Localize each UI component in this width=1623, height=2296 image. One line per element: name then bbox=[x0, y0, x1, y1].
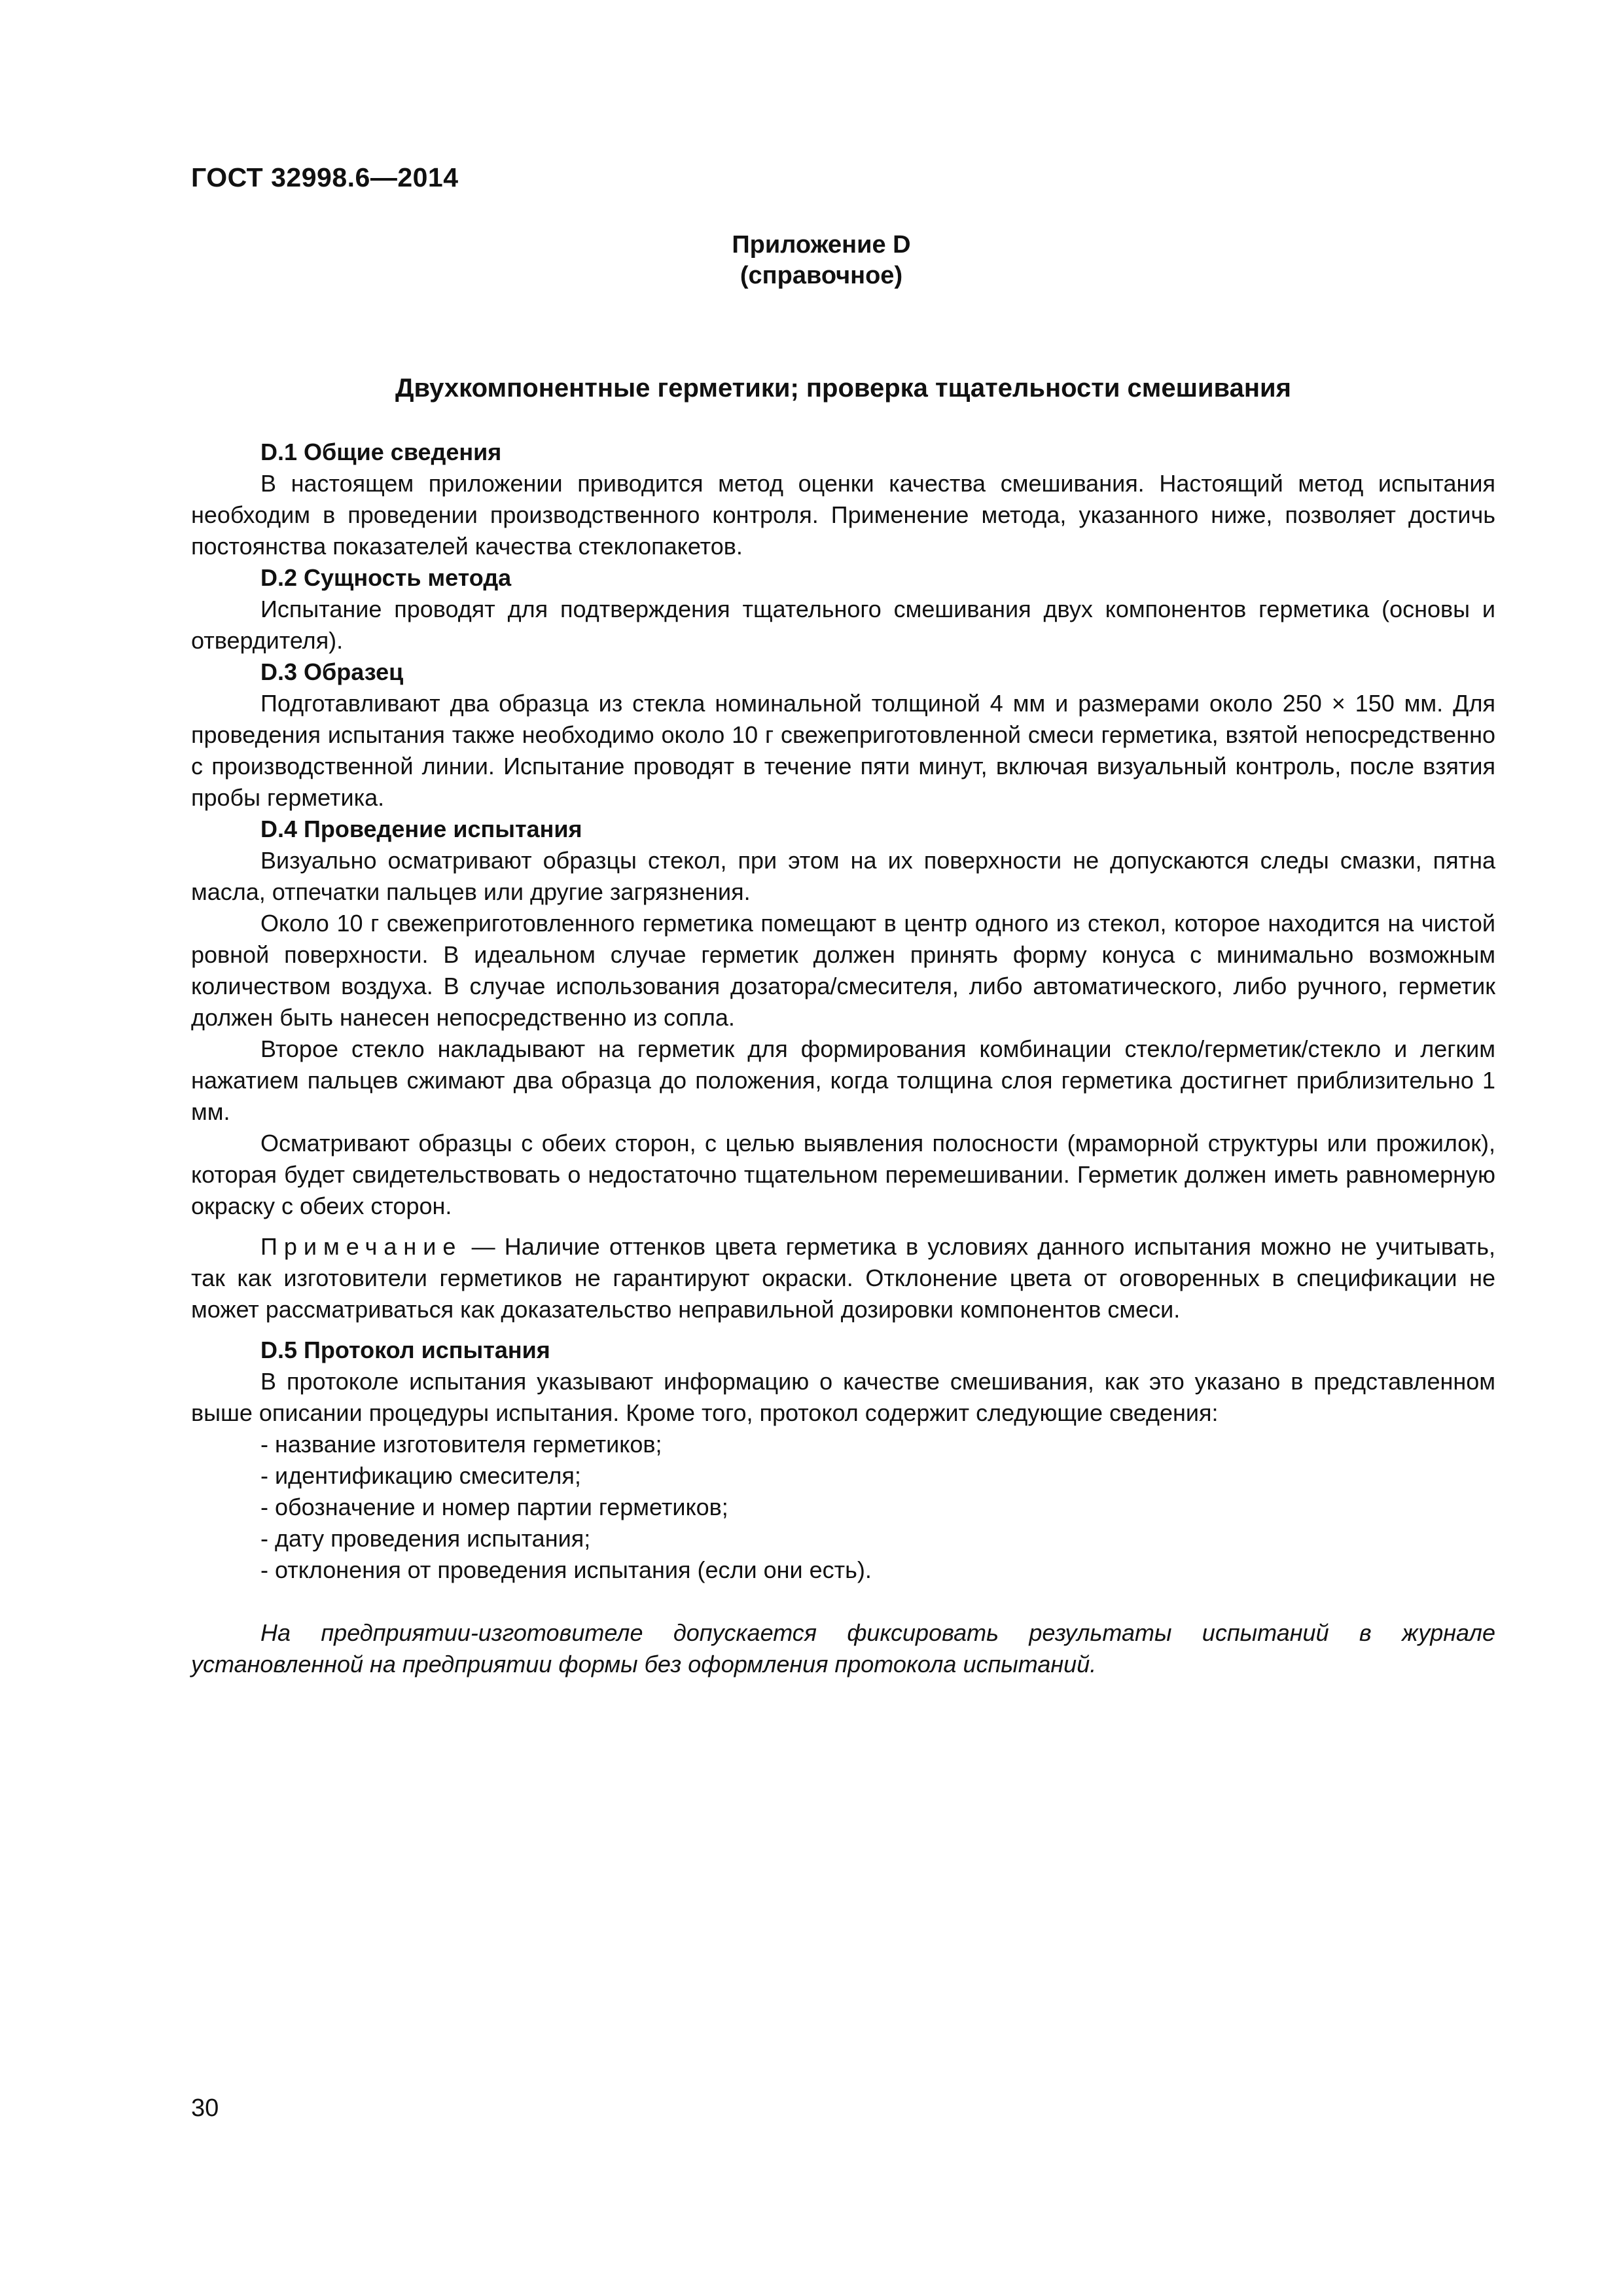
list-item: - дату проведения испытания; bbox=[260, 1525, 591, 1552]
paragraph: Подготавливают два образца из стекла номинальной толщиной 4 мм и размерами около 250 × 150 мм. Для проведения испытания также необходимо около 10 г свежеприготовленной смеси герметика, взятой непосредственно с производственной линии. Испытание проводят в течение пяти минут, включая визуальный контроль, после взятия пробы герметика. bbox=[191, 690, 1495, 811]
paragraph: Второе стекло накладывают на герметик для формирования комбинации стекло/герметик/стекло и легким нажатием пальцев сжимают два образца до положения, когда толщина слоя герметика достигнет приблизительно 1 мм. bbox=[191, 1035, 1495, 1125]
annex-type: (справочное) bbox=[740, 262, 903, 289]
paragraph: Около 10 г свежеприготовленного герметика помещают в центр одного из стекол, которое находится на чистой ровной поверхности. В идеальном случае герметик должен принять форму конуса с минимально возможным количеством воздуха. В случае использования дозатора/смесителя, либо автоматического, либо ручного, герметик должен быть нанесен непосредственно из сопла. bbox=[191, 910, 1495, 1031]
note-label: Примечание bbox=[260, 1233, 463, 1260]
paragraph: В протоколе испытания указывают информацию о качестве смешивания, как это указано в представленном выше описании процедуры испытания. Кроме того, протокол содержит следующие сведения: bbox=[191, 1368, 1495, 1426]
section-heading: D.5 Протокол испытания bbox=[260, 1336, 550, 1363]
note-text: — Наличие оттенков цвета герметика в условиях данного испытания можно не учитывать, так как изготовители герметиков не гарантируют окраски. Отклонение цвета от оговоренных в спецификации не может рассматриваться как доказательство неправильной дозировки компонентов смеси. bbox=[191, 1233, 1495, 1323]
section-heading: D.2 Сущность метода bbox=[260, 564, 512, 591]
list-item: - название изготовителя герметиков; bbox=[260, 1431, 662, 1458]
section-heading: D.1 Общие сведения bbox=[260, 439, 502, 465]
list-item: - отклонения от проведения испытания (если они есть). bbox=[260, 1556, 872, 1583]
section-heading: D.4 Проведение испытания bbox=[260, 816, 582, 842]
paragraph: В настоящем приложении приводится метод оценки качества смешивания. Настоящий метод испытания необходим в проведении производственного контроля. Применение метода, указанного ниже, позволяет достичь постоянства показателей качества стеклопакетов. bbox=[191, 470, 1495, 560]
annex-title: Приложение D bbox=[732, 231, 911, 259]
list-item: - обозначение и номер партии герметиков; bbox=[260, 1494, 728, 1520]
list-item: - идентификацию смесителя; bbox=[260, 1462, 581, 1489]
page-number: 30 bbox=[191, 2094, 219, 2122]
note bbox=[191, 1231, 1495, 1325]
section-heading: D.3 Образец bbox=[260, 658, 404, 685]
protocol-list bbox=[191, 1429, 1495, 1586]
paragraph: Осматривают образцы с обеих сторон, с целью выявления полосности (мраморной структуры или прожилок), которая будет свидетельствовать о недостаточно тщательном перемешивании. Герметик должен иметь равномерную окраску с обеих сторон. bbox=[191, 1130, 1495, 1219]
paragraph: Визуально осматривают образцы стекол, при этом на их поверхности не допускаются следы смазки, пятна масла, отпечатки пальцев или другие загрязнения. bbox=[191, 847, 1495, 905]
document-body bbox=[191, 437, 1495, 1680]
standard-code: ГОСТ 32998.6—2014 bbox=[191, 162, 459, 192]
paragraph: Испытание проводят для подтверждения тщательного смешивания двух компонентов герметика (основы и отвердителя). bbox=[191, 596, 1495, 654]
page-title: Двухкомпонентные герметики; проверка тщательности смешивания bbox=[395, 374, 1291, 403]
closing-note: На предприятии-изготовителе допускается фиксировать результаты испытаний в журнале установленной на предприятии формы без оформления протокола испытаний. bbox=[191, 1619, 1495, 1677]
